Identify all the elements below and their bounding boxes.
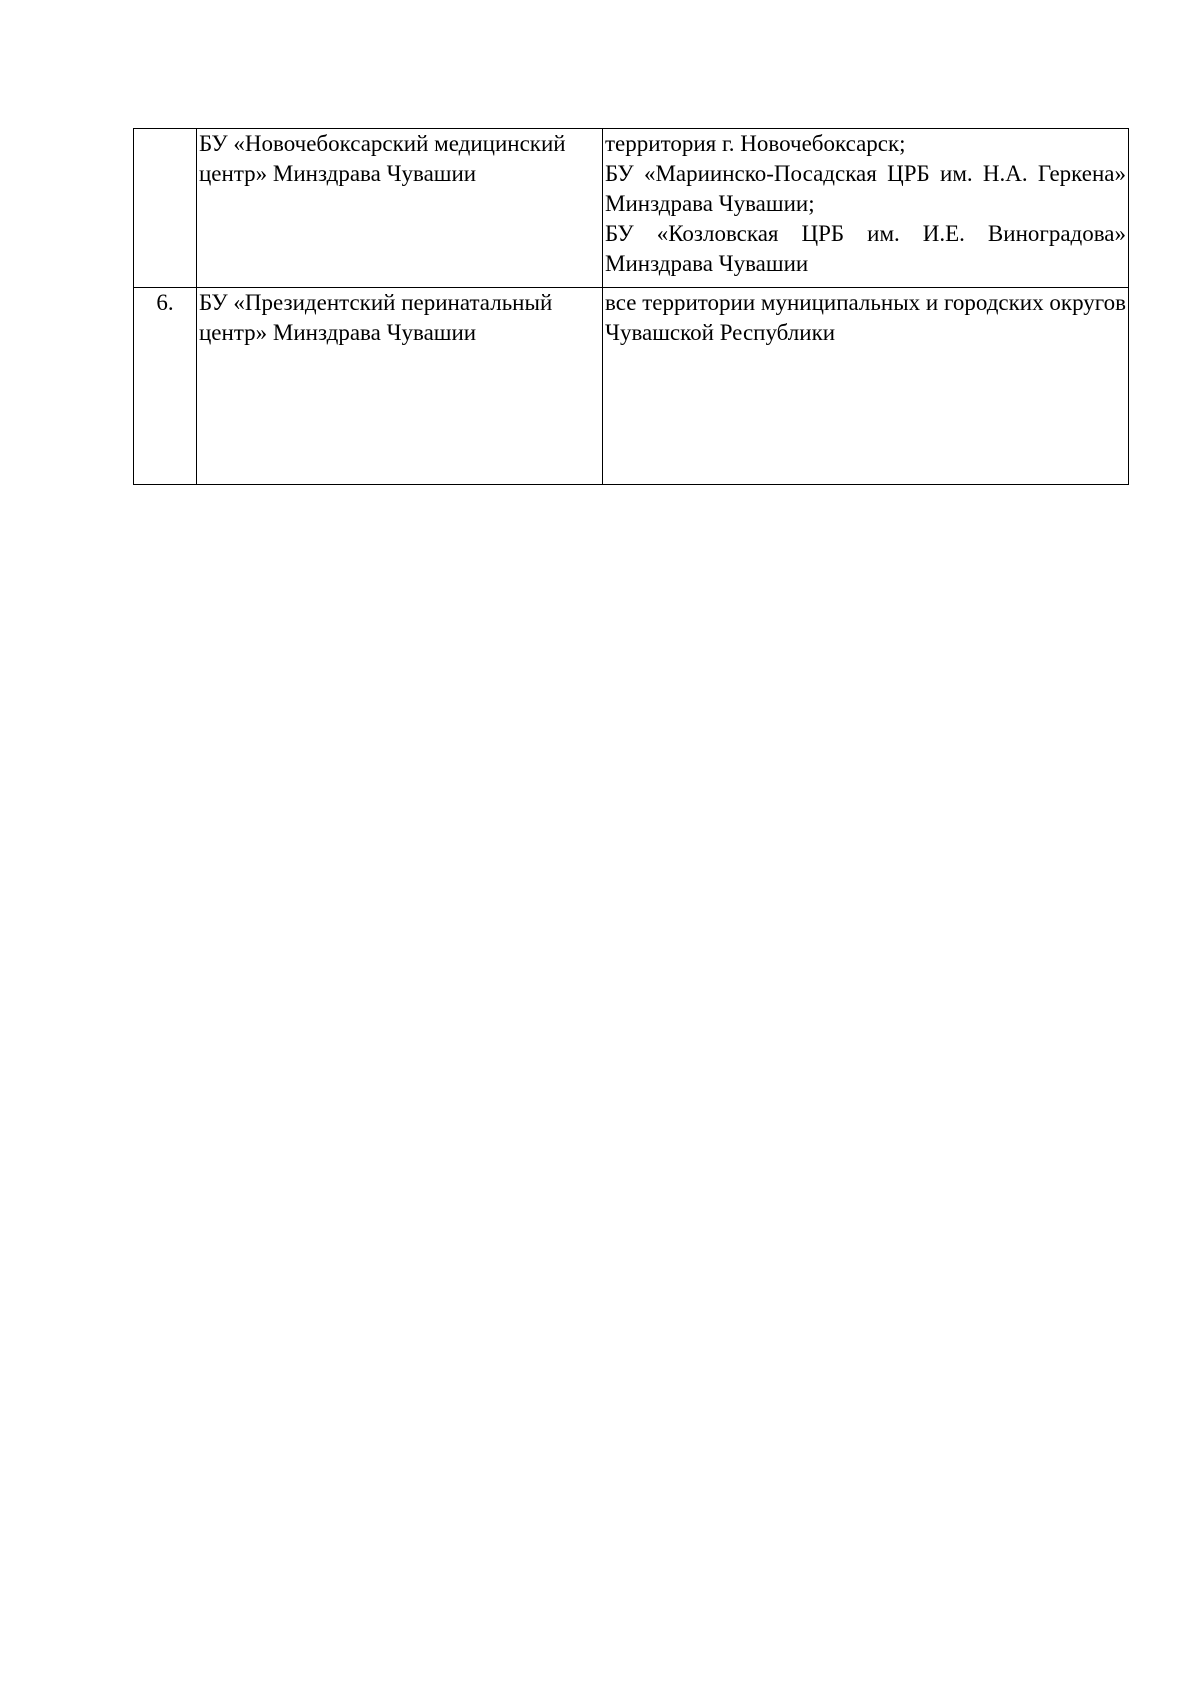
territory-item: БУ «Козловская ЦРБ им. И.Е. Виноградова» Минздрава Чувашии: [605, 221, 1126, 276]
territory-item: территория г. Новочебоксарск;: [605, 131, 906, 156]
organization-name: БУ «Новочебоксарский медицинский центр» Минздрава Чувашии: [197, 129, 603, 288]
assignment-table: [133, 128, 1129, 485]
territory-item: все территории муниципальных и городских округов Чувашской Республики: [605, 290, 1126, 345]
row-number: 6.: [134, 288, 197, 485]
table-row: [134, 129, 1129, 288]
row-number: [134, 129, 197, 288]
organization-name: БУ «Президентский перинатальный центр» Минздрава Чувашии: [197, 288, 603, 485]
territory-item: БУ «Мариинско-Посадская ЦРБ им. Н.А. Геркена» Минздрава Чувашии;: [605, 161, 1126, 216]
table-row: [134, 288, 1129, 485]
territory-list: [603, 288, 1129, 485]
territory-list: [603, 129, 1129, 288]
